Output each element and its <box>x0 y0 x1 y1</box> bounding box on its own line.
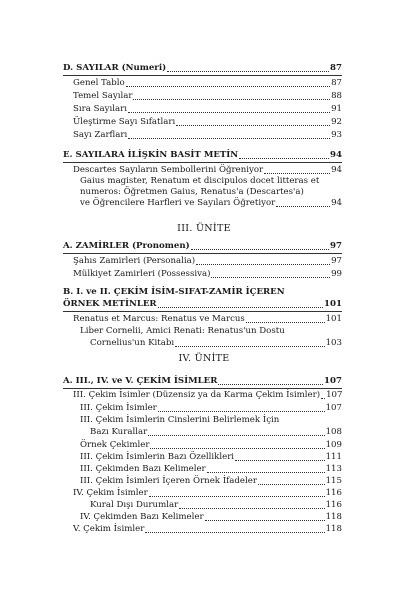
toc-heading-cekim-isimler <box>63 376 342 387</box>
dot-leader <box>133 99 330 100</box>
dot-leader <box>126 86 330 87</box>
dot-leader <box>211 277 330 278</box>
toc-page-number: 107 <box>325 403 342 413</box>
toc-heading-text: A. III., IV. ve V. ÇEKİM İSİMLER <box>63 376 218 386</box>
toc-entry <box>90 500 342 511</box>
toc-entry-text: Descartes Sayıların Sembollerini Öğreniyor <box>73 165 264 175</box>
toc-entry <box>80 464 342 475</box>
toc-entry-text: III. Çekim İsimler (Düzensiz ya da Karma Çekim İsimler) <box>73 390 321 400</box>
toc-entry-text: Üleştirme Sayı Sıfatları <box>73 117 176 127</box>
toc-entry-text: III. Çekim İsimleri İçeren Örnek İfadeler <box>80 476 257 486</box>
dot-leader <box>158 307 323 308</box>
toc-entry-text: Şahıs Zamirleri (Personalia) <box>73 256 196 266</box>
toc-entry <box>90 427 342 438</box>
toc-heading-text: ÖRNEK METİNLER <box>63 299 157 309</box>
dot-leader <box>276 206 330 207</box>
toc-page-number: 94 <box>331 165 342 175</box>
dot-leader <box>258 484 325 485</box>
toc-entry-line: Gaius magister, Renatum et discipulos docet litteras et <box>80 176 320 186</box>
toc-entry <box>90 338 342 349</box>
heading-rule <box>63 75 342 76</box>
dot-leader <box>191 249 329 250</box>
toc-entry-text: Renatus et Marcus: Renatus ve Marcus <box>73 314 245 324</box>
toc-page-number: 97 <box>331 256 342 266</box>
dot-leader <box>145 532 324 533</box>
toc-page-number: 92 <box>331 117 342 127</box>
toc-entry <box>73 78 342 89</box>
toc-entry <box>80 440 342 451</box>
dot-leader <box>167 71 329 72</box>
toc-entry-text: Sıra Sayıları <box>73 104 127 114</box>
toc-page-number: 94 <box>331 198 342 208</box>
toc-page-number: 107 <box>326 390 343 400</box>
toc-entry <box>80 198 342 209</box>
toc-entry <box>73 269 342 280</box>
toc-entry-text: Kural Dışı Durumlar <box>90 500 179 510</box>
dot-leader <box>158 411 325 412</box>
toc-entry-text: III. Çekim İsimler <box>80 403 157 413</box>
toc-heading-text: E. SAYILARA İLİŞKİN BASİT METİN <box>63 150 239 160</box>
toc-entry-text: Örnek Çekimler <box>80 440 150 450</box>
toc-entry-text: IV. Çekimden Bazı Kelimeler <box>80 512 204 522</box>
dot-leader <box>239 158 329 159</box>
dot-leader <box>150 448 324 449</box>
toc-entry <box>80 452 342 463</box>
toc-page-number: 99 <box>331 269 342 279</box>
heading-rule <box>63 253 342 254</box>
dot-leader <box>264 173 330 174</box>
dot-leader <box>179 508 324 509</box>
toc-entry-text: Mülkiyet Zamirleri (Possessiva) <box>73 269 211 279</box>
dot-leader <box>321 398 325 399</box>
toc-entry-text: Cornelius'un Kitabı <box>90 338 175 348</box>
toc-entry <box>73 165 342 176</box>
toc-entry-text: Bazı Kurallar <box>90 427 148 437</box>
toc-page-number: 113 <box>325 464 342 474</box>
toc-entry <box>73 256 342 267</box>
dot-leader <box>175 346 325 347</box>
dot-leader <box>176 125 330 126</box>
toc-entry <box>80 512 342 523</box>
toc-heading-basit-metin <box>63 150 342 161</box>
toc-entry <box>73 314 342 325</box>
dot-leader <box>196 264 330 265</box>
toc-entry-line: Liber Cornelii, Amici Renati: Renatus'un Dostu <box>80 326 285 336</box>
unit-title: IV. ÜNİTE <box>178 353 230 364</box>
toc-heading-text: A. ZAMİRLER (Pronomen) <box>63 241 190 251</box>
dot-leader <box>148 435 324 436</box>
toc-entry <box>73 524 342 535</box>
dot-leader <box>218 384 323 385</box>
dot-leader <box>205 520 325 521</box>
toc-entry <box>73 488 342 499</box>
dot-leader <box>246 322 325 323</box>
toc-entry <box>73 104 342 115</box>
toc-entry-line: III. Çekim İsimlerin Cinslerini Belirlemek İçin <box>80 415 280 425</box>
dot-leader <box>207 472 325 473</box>
toc-entry-text: Genel Tablo <box>73 78 125 88</box>
toc-page-number: 94 <box>330 150 342 160</box>
toc-entry-text: V. Çekim İsimler <box>73 524 145 534</box>
toc-page-number: 108 <box>325 427 342 437</box>
heading-rule <box>63 311 342 312</box>
toc-page-number: 88 <box>331 91 342 101</box>
heading-rule <box>63 162 342 163</box>
heading-rule <box>63 388 342 389</box>
toc-page-number: 116 <box>325 500 342 510</box>
toc-entry <box>73 390 342 401</box>
toc-entry-text: ve Öğrencilere Harfleri ve Sayıları Öğretiyor <box>80 198 276 208</box>
toc-entry-text: III. Çekim İsimlerin Bazı Özellikleri <box>80 452 235 462</box>
toc-page-number: 118 <box>325 524 342 534</box>
toc-heading-line: B. I. ve II. ÇEKİM İSİM-SIFAT-ZAMİR İÇEREN <box>63 287 285 297</box>
toc-entry-text: IV. Çekim İsimler <box>73 488 148 498</box>
toc-entry <box>73 130 342 141</box>
toc-entry <box>80 476 342 487</box>
toc-entry <box>73 91 342 102</box>
toc-page-number: 103 <box>325 338 342 348</box>
toc-page-number: 111 <box>325 452 342 462</box>
dot-leader <box>149 496 325 497</box>
toc-page-number: 97 <box>330 241 342 251</box>
toc-page-number: 91 <box>331 104 342 114</box>
toc-page-number: 115 <box>325 476 342 486</box>
toc-entry <box>73 117 342 128</box>
toc-heading-ornek-metinler <box>63 299 342 310</box>
toc-entry-text: Temel Sayılar <box>73 91 133 101</box>
unit-title: III. ÜNİTE <box>177 223 231 234</box>
toc-entry-line: numeros: Öğretmen Gaius, Renatus'a (Descartes'a) <box>80 187 304 197</box>
toc-entry-text: Sayı Zarfları <box>73 130 128 140</box>
toc-page-number: 107 <box>324 376 342 386</box>
toc-page-number: 109 <box>325 440 342 450</box>
toc-heading-sayilar <box>63 63 342 74</box>
dot-leader <box>235 460 325 461</box>
toc-page-number: 101 <box>324 299 342 309</box>
toc-page-number: 101 <box>325 314 342 324</box>
toc-page-number: 87 <box>330 63 342 73</box>
toc-entry-text: III. Çekimden Bazı Kelimeler <box>80 464 206 474</box>
toc-page-number: 116 <box>325 488 342 498</box>
toc-page-number: 93 <box>331 130 342 140</box>
toc-heading-text: D. SAYILAR (Numeri) <box>63 63 167 73</box>
dot-leader <box>128 112 330 113</box>
toc-heading-zamirler <box>63 241 342 252</box>
toc-entry <box>80 403 342 414</box>
toc-page-number: 87 <box>331 78 342 88</box>
dot-leader <box>128 138 330 139</box>
toc-page-number: 118 <box>325 512 342 522</box>
